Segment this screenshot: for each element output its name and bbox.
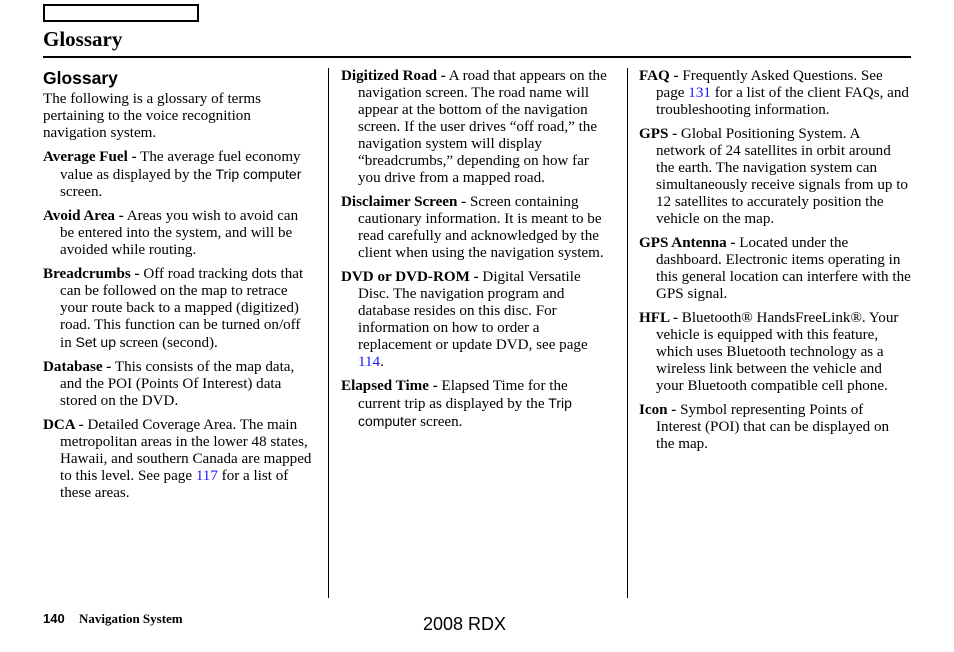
- glossary-definition: Global Positioning System. A network of 24 satellites in orbit around the earth. The navigation system can simultaneously receive signals from up to 12 satellites to accurately position the vehicle on the map.: [656, 126, 908, 227]
- glossary-entry-elapsed-time: [341, 378, 613, 431]
- glossary-definition: Located under the dashboard. Electronic items operating in this general location can interfere with the GPS signal.: [656, 235, 911, 302]
- glossary-entry-dvd: [341, 269, 613, 371]
- column-divider: [328, 68, 329, 598]
- glossary-definition: screen.: [416, 414, 463, 430]
- glossary-definition: Detailed Coverage Area. The main metropolitan areas in the lower 48 states, Hawaii, and southern Canada are mapped to this level. See page: [60, 417, 312, 484]
- glossary-definition: .: [380, 354, 384, 370]
- glossary-definition: Elapsed Time for the current trip as displayed by the: [358, 378, 568, 412]
- footer-model: 2008 RDX: [423, 614, 507, 634]
- page-link[interactable]: 117: [195, 468, 218, 484]
- glossary-term: Digitized Road -: [341, 68, 446, 84]
- page-link[interactable]: 131: [688, 85, 711, 101]
- page-link[interactable]: 114: [358, 354, 381, 370]
- glossary-term: Database -: [43, 359, 112, 375]
- column-2: [341, 68, 613, 438]
- ui-screen-name: Set up: [75, 334, 116, 350]
- glossary-definition: Symbol representing Points of Interest (POI) that can be displayed on the map.: [656, 402, 890, 452]
- glossary-definition: Areas you wish to avoid can be entered into the system, and will be avoided while routing.: [60, 208, 299, 258]
- glossary-definition: A road that appears on the navigation screen. The road name will appear at the bottom of the navigation screen. If the user drives “off road,” the navigation system will display “breadcrumbs,” depending on how far you drive from a mapped road.: [358, 68, 607, 186]
- glossary-definition: for a list of the client FAQs, and troubleshooting information.: [656, 85, 909, 118]
- header-divider: [43, 56, 911, 58]
- glossary-definition: screen (second).: [116, 335, 218, 351]
- glossary-definition: Off road tracking dots that can be followed on the map to retrace your route back to a mapped (digitized) road. This function can be turned on/off in: [60, 266, 304, 351]
- header-tab-box: [43, 4, 199, 22]
- glossary-term: Disclaimer Screen -: [341, 194, 467, 210]
- glossary-entry-database: [43, 359, 315, 410]
- column-1: [43, 68, 315, 509]
- glossary-term: Average Fuel -: [43, 149, 137, 165]
- ui-screen-name: Trip computer: [215, 166, 302, 182]
- glossary-entry-average-fuel: [43, 149, 315, 201]
- glossary-term: HFL -: [639, 310, 678, 326]
- glossary-term: GPS -: [639, 126, 678, 142]
- glossary-entry-hfl: [639, 310, 911, 395]
- glossary-entry-breadcrumbs: [43, 266, 315, 352]
- glossary-definition: This consists of the map data, and the POI (Points Of Interest) data stored on the DVD.: [60, 359, 295, 409]
- glossary-term: FAQ -: [639, 68, 679, 84]
- glossary-term: DVD or DVD-ROM -: [341, 269, 479, 285]
- glossary-definition: The average fuel economy value as displayed by the: [60, 149, 301, 183]
- glossary-definition: for a list of these areas.: [60, 468, 289, 501]
- glossary-entry-avoid-area: [43, 208, 315, 259]
- glossary-entry-icon: [639, 402, 911, 453]
- glossary-term: Elapsed Time -: [341, 378, 438, 394]
- glossary-term: GPS Antenna -: [639, 235, 736, 251]
- glossary-definition: screen.: [60, 184, 103, 200]
- glossary-entry-gps-antenna: [639, 235, 911, 303]
- glossary-definition: Bluetooth® HandsFreeLink®. Your vehicle is equipped with this feature, which uses Bluetooth technology as a wireless link between the vehicle and your Bluetooth compatible cell phone.: [656, 310, 899, 394]
- glossary-definition: Digital Versatile Disc. The navigation program and database resides on this disc. For information on how to order a replacement or update DVD, see page: [358, 269, 588, 353]
- glossary-term: Icon -: [639, 402, 677, 418]
- glossary-term: Breadcrumbs -: [43, 266, 140, 282]
- column-3: [639, 68, 911, 460]
- glossary-entry-disclaimer-screen: [341, 194, 613, 262]
- intro-paragraph: The following is a glossary of terms pertaining to the voice recognition navigation system.: [43, 91, 261, 141]
- glossary-entry-digitized-road: [341, 68, 613, 187]
- page-title: Glossary: [43, 27, 123, 51]
- section-heading: Glossary: [43, 68, 118, 88]
- glossary-term: DCA -: [43, 417, 84, 433]
- glossary-entry-faq: [639, 68, 911, 119]
- page-number: 140: [43, 611, 65, 626]
- ui-screen-name: Trip computer: [358, 395, 572, 429]
- glossary-entry-gps: [639, 126, 911, 228]
- glossary-term: Avoid Area -: [43, 208, 124, 224]
- glossary-entry-dca: [43, 417, 315, 502]
- glossary-definition: Frequently Asked Questions. See page: [656, 68, 883, 101]
- column-divider: [627, 68, 628, 598]
- glossary-definition: Screen containing cautionary information. It is meant to be read carefully and acknowledged by the client when using the navigation system.: [358, 194, 604, 261]
- footer-label: Navigation System: [79, 611, 183, 626]
